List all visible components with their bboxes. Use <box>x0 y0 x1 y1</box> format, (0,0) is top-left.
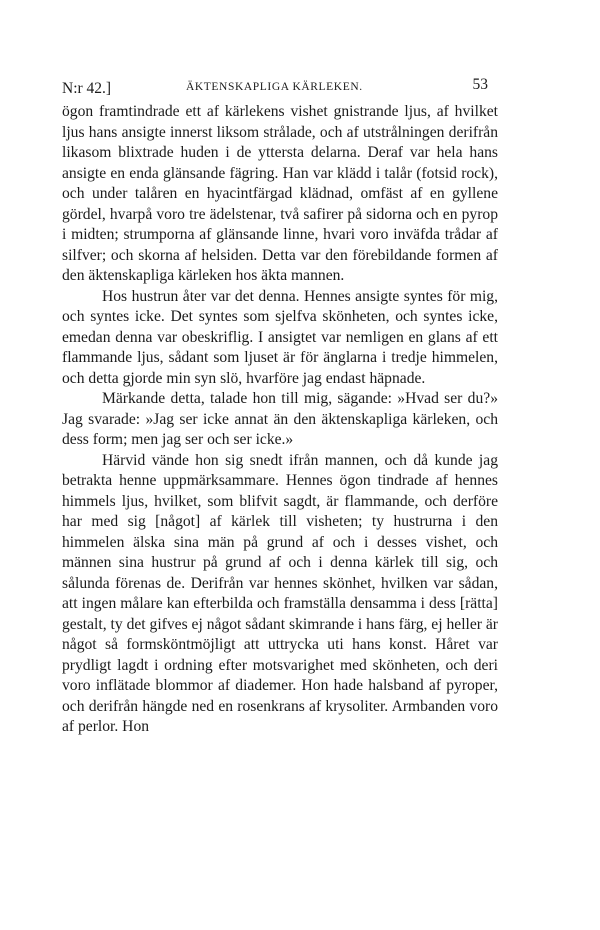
page-number: 53 <box>472 76 488 93</box>
body-text <box>62 102 498 738</box>
running-title: ÄKTENSKAPLIGA KÄRLEKEN. <box>186 81 363 93</box>
paragraph-continued: ögon framtindrade ett af kärlekens vishet gnistrande ljus, af hvilket ljus hans ansigte innerst liksom strålade, och af utstrålningen derifrån likasom blixtrade huden i de yttersta delarna. Deraf var hela hans ansigte en enda glänsande fägring. Han var klädd i talår (fotsid rock), och under talåren en hyacintfärgad klädnad, omfäst af en gyllene gördel, hvarpå voro tre ädelstenar, två safirer på sidorna och en pyrop i midten; strumporna af glänsande linne, hvari voro inväfda trådar af silfver; och skorna af helsiden. Detta var den förebildande formen af den äktenskapliga kärleken hos äkta mannen. <box>62 103 498 284</box>
paragraph-dialogue: Märkande detta, talade hon till mig, sägande: »Hvad ser du?» Jag svarade: »Jag ser icke annat än den äktenskapliga kärleken, och dess form; men jag ser och ser icke.» <box>62 390 498 448</box>
page-header <box>62 76 488 100</box>
paragraph-beauty: Härvid vände hon sig snedt ifrån mannen, och då kunde jag betrakta henne uppmärksammare. Hennes ögon tindrade af hennes himmels ljus, hvilket, som blifvit sagdt, är flammande, och derföre har med sig [något] af kärlek till visheten; ty hustrurna i den himmelen älska sina män på grund af och i desses vishet, och männen sina hustrur på grund af och i denna kärlek till sig, och sålunda förenas de. Derifrån var hennes skönhet, hvilken var sådan, att ingen målare kan efterbilda och framställa densamma i dess [rätta] gestalt, ty det gifves ej något sådant skimrande i hans färg, ej heller är något så formsköntmöjligt att uttrycka uti hans konst. Håret var prydligt lagdt i ordning efter motsvarighet med skönheten, och deri voro inflätade blommor af diademer. Hon hade halsband af pyroper, och derifrån hängde ned en rosenkrans af krysoliter. Armbanden voro af perlor. Hon <box>62 451 498 735</box>
paragraph-wife-description: Hos hustrun åter var det denna. Hennes ansigte syntes för mig, och syntes icke. Det syntes som sjelfva skönheten, och syntes icke, emedan denna var obeskriflig. I ansigtet var nemligen en glans af ett flammande ljus, sådant som ljuset är för änglarna i tredje himmelen, och detta gjorde min syn slö, hvarföre jag endast häpnade. <box>62 287 498 387</box>
signature-mark: N:r 42.] <box>62 80 112 97</box>
